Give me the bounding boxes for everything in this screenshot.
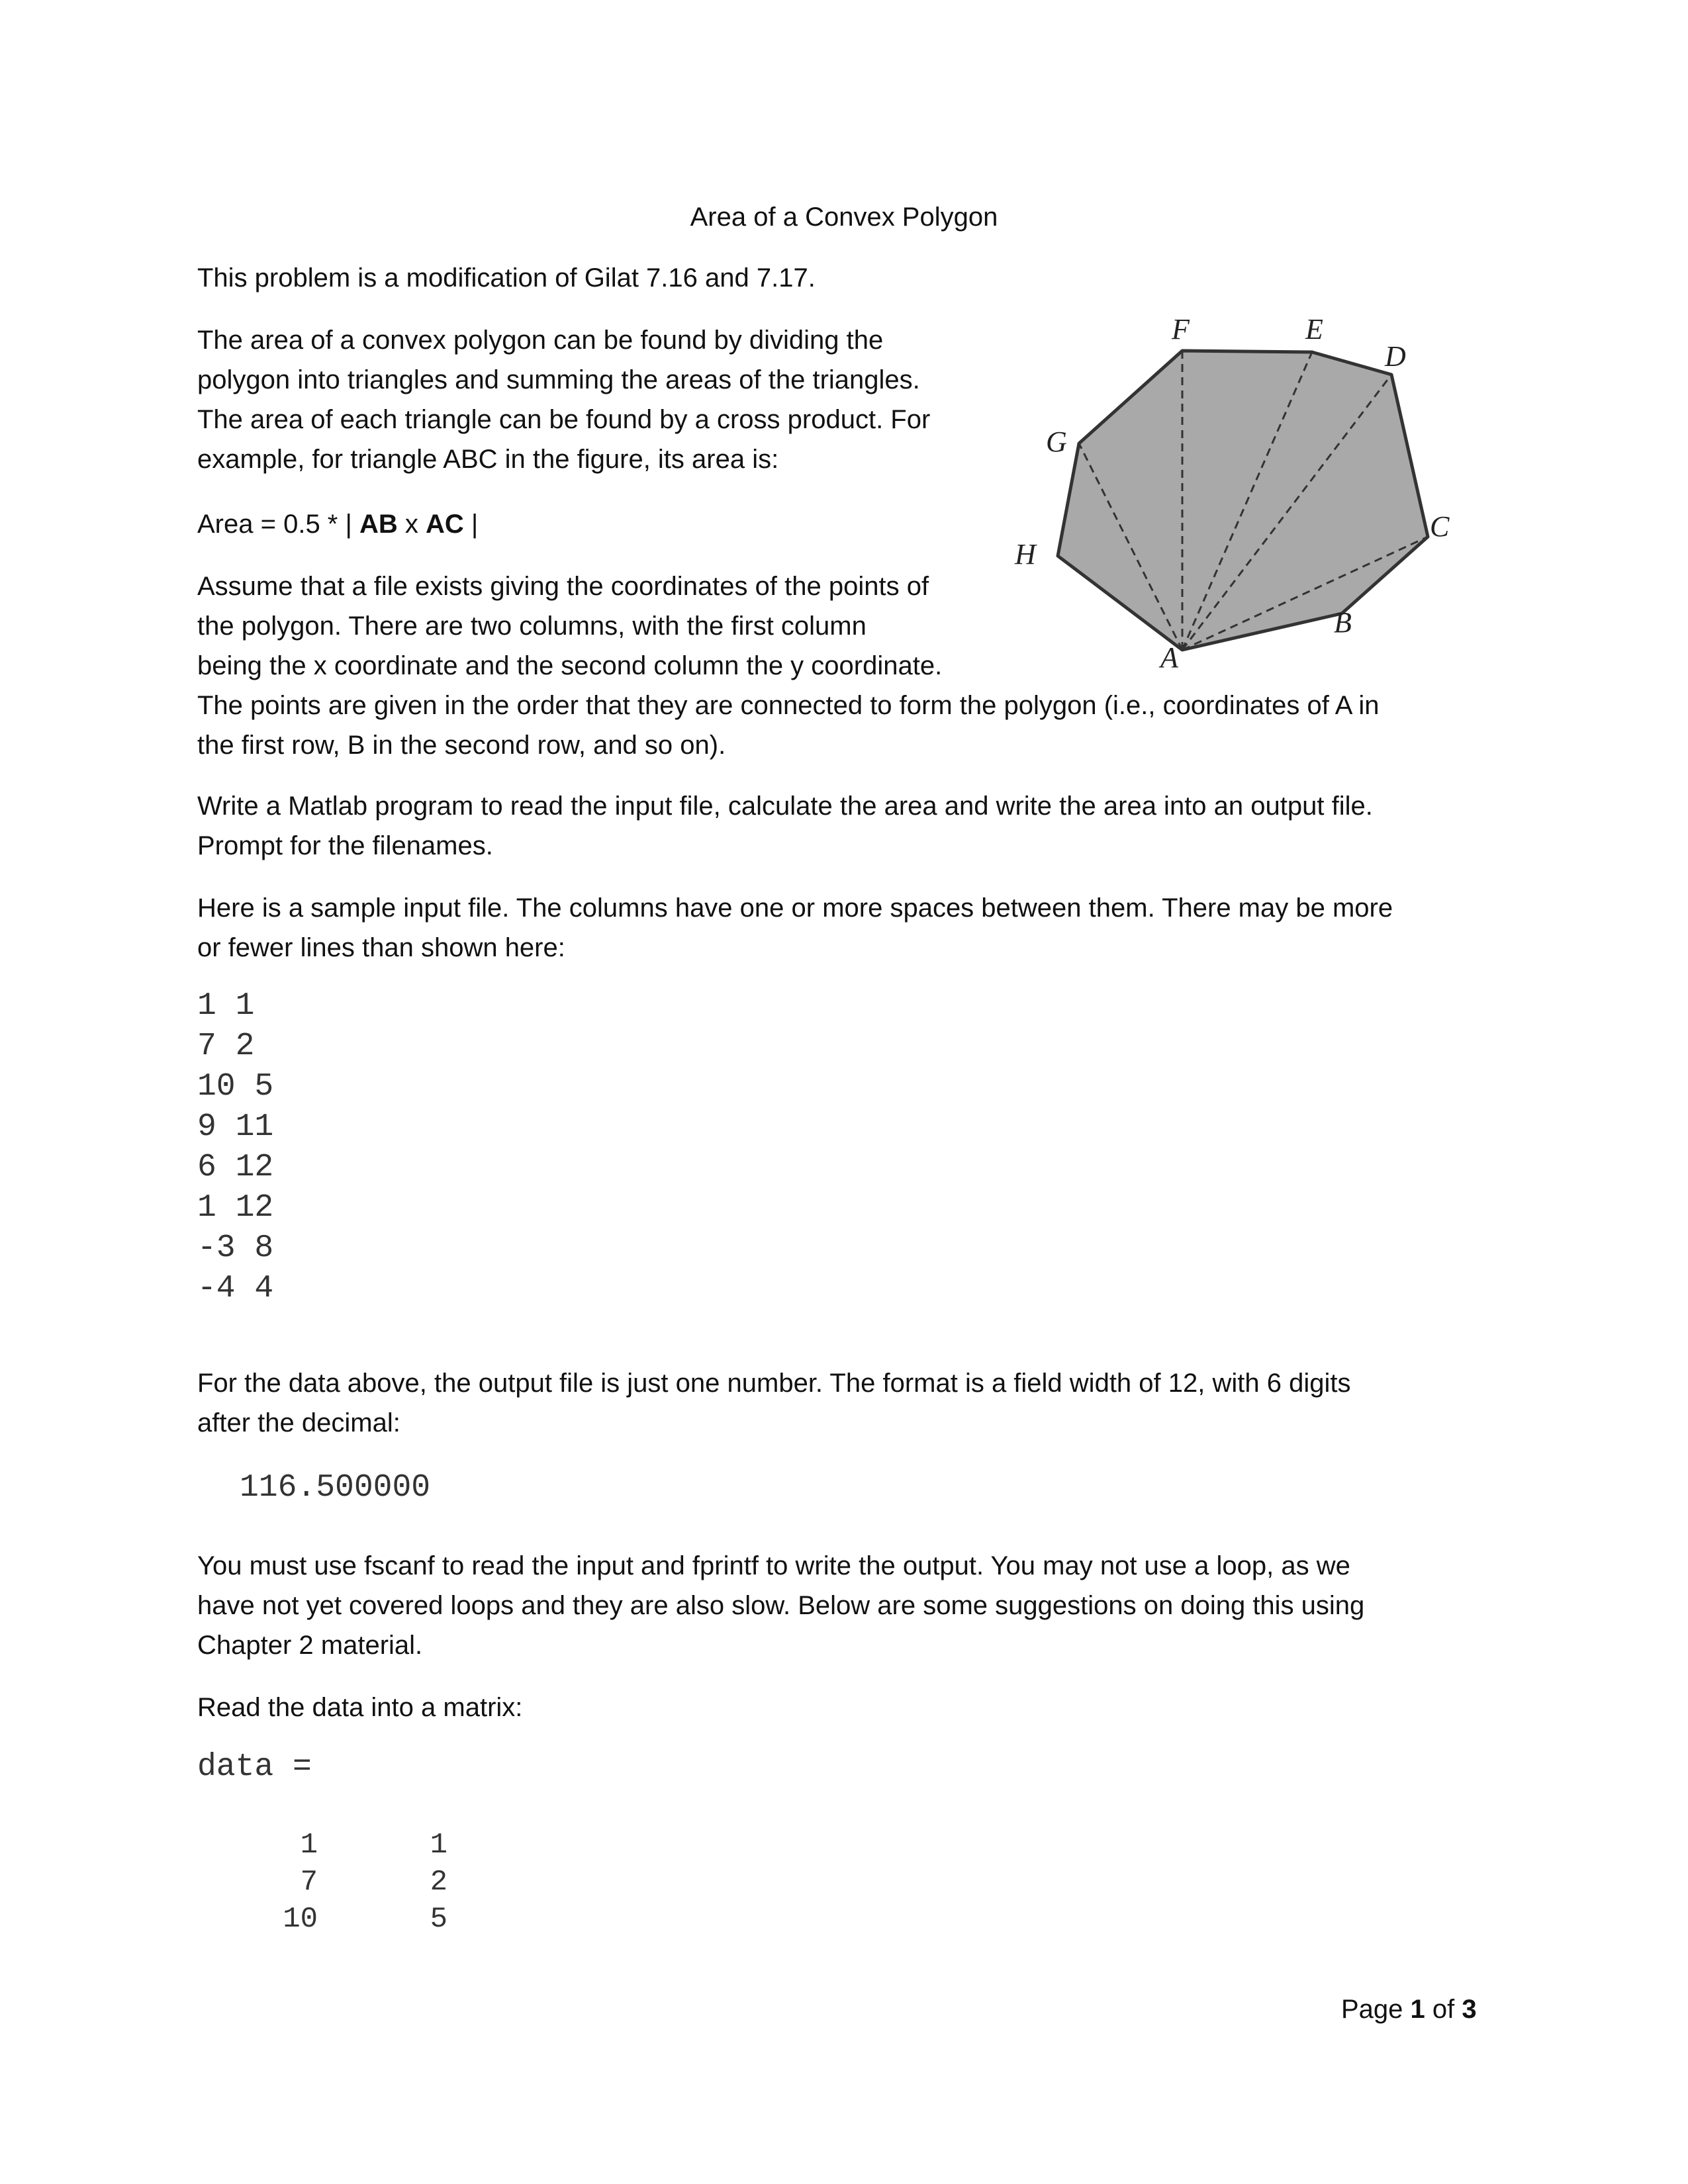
input-line: 9 11 <box>197 1109 274 1145</box>
vertex-label-g: G <box>1046 426 1067 458</box>
paragraph-output-format <box>197 1363 1350 1443</box>
cross-symbol: x <box>397 510 426 539</box>
input-line: -4 4 <box>197 1271 274 1306</box>
total-pages-number: 3 <box>1462 1995 1477 2024</box>
paragraph-sample-intro <box>197 888 1393 968</box>
vector-ac: AC <box>426 510 464 539</box>
text-line: or fewer lines than shown here: <box>197 933 565 962</box>
text-line: the polygon. There are two columns, with the first column <box>197 612 867 641</box>
text-line: For the data above, the output file is just one number. The format is a field width of 12, with 6 digits <box>197 1369 1351 1398</box>
matrix-cell: 2 <box>430 1866 447 1899</box>
text-line: the first row, B in the second row, and so on). <box>197 731 726 760</box>
paragraph-polygon-description <box>197 320 930 479</box>
page-footer <box>1341 1989 1477 2029</box>
text-line: Here is a sample input file. The columns have one or more spaces between them. There may be more <box>197 893 1393 923</box>
text-line: Chapter 2 material. <box>197 1631 423 1660</box>
text-line: The points are given in the order that they are connected to form the polygon (i.e., coordinates of A in <box>197 691 1380 720</box>
polygon-shape <box>1058 351 1428 650</box>
sample-output: 116.500000 <box>240 1470 431 1506</box>
input-line: -3 8 <box>197 1230 274 1266</box>
text-line: after the decimal: <box>197 1408 400 1437</box>
input-line: 1 1 <box>197 988 255 1024</box>
data-matrix <box>197 1827 447 1938</box>
matrix-row <box>197 1827 447 1864</box>
text-line: being the x coordinate and the second column the y coordinate. <box>197 651 943 680</box>
of-word: of <box>1425 1995 1462 2024</box>
text-line: Prompt for the filenames. <box>197 831 493 860</box>
input-line: 10 5 <box>197 1069 274 1105</box>
sample-input-file <box>197 986 273 1309</box>
input-line: 6 12 <box>197 1150 274 1185</box>
area-formula <box>197 504 478 544</box>
text-line: Assume that a file exists giving the coordinates of the points of <box>197 572 929 601</box>
paragraph-read-data: Read the data into a matrix: <box>197 1693 523 1722</box>
paragraph-requirements <box>197 1546 1364 1665</box>
current-page-number: 1 <box>1410 1995 1425 2024</box>
formula-prefix: Area = 0.5 * | <box>197 510 359 539</box>
text-line: Write a Matlab program to read the input file, calculate the area and write the area into an output file. <box>197 792 1373 821</box>
text-line: have not yet covered loops and they are also slow. Below are some suggestions on doing this using <box>197 1591 1365 1620</box>
matrix-label: data = <box>197 1749 312 1785</box>
text-line: You must use fscanf to read the input and fprintf to write the output. You may not use a loop, as we <box>197 1551 1350 1580</box>
polygon-figure <box>1006 258 1483 682</box>
input-line: 7 2 <box>197 1028 255 1064</box>
matrix-cell: 10 <box>283 1903 318 1936</box>
paragraph-task <box>197 786 1373 866</box>
text-line: example, for triangle ABC in the figure, its area is: <box>197 445 779 474</box>
intro-text: This problem is a modification of Gilat 7.16 and 7.17. <box>197 263 816 293</box>
vertex-label-h: H <box>1015 538 1036 570</box>
input-line: 1 12 <box>197 1190 274 1226</box>
page-title: Area of a Convex Polygon <box>690 203 998 232</box>
matrix-row <box>197 1901 447 1938</box>
vertex-label-f: F <box>1172 313 1190 345</box>
vertex-label-a: A <box>1160 641 1178 674</box>
page-word: Page <box>1341 1995 1411 2024</box>
matrix-cell: 1 <box>300 1829 318 1862</box>
matrix-cell: 7 <box>300 1866 318 1899</box>
text-line: The area of each triangle can be found by a cross product. For <box>197 405 931 434</box>
vertex-label-c: C <box>1430 510 1450 543</box>
vertex-label-e: E <box>1305 313 1323 345</box>
vector-ab: AB <box>359 510 398 539</box>
vertex-label-d: D <box>1385 340 1406 373</box>
matrix-cell: 1 <box>430 1829 447 1862</box>
text-line: The area of a convex polygon can be found by dividing the <box>197 326 884 355</box>
matrix-row <box>197 1864 447 1901</box>
formula-suffix: | <box>463 510 479 539</box>
text-line: polygon into triangles and summing the areas of the triangles. <box>197 365 920 394</box>
vertex-label-b: B <box>1334 606 1352 639</box>
matrix-cell: 5 <box>430 1903 447 1936</box>
